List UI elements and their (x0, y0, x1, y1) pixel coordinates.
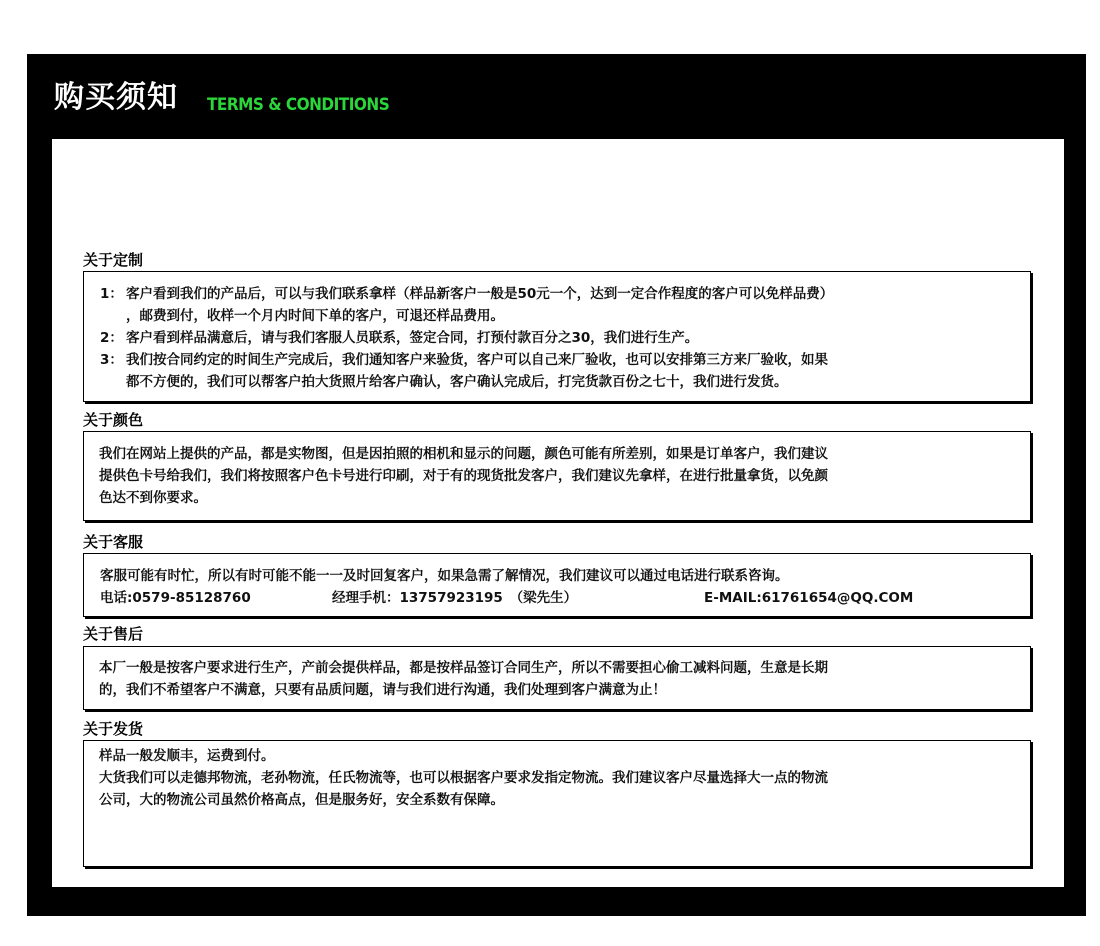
page-title-en: TERMS & CONDITIONS (207, 95, 390, 115)
section-title-shipping: 关于发货 (83, 720, 144, 738)
manager-phone-text: 经理手机：13757923195 （梁先生） (332, 590, 578, 606)
list-item: 1： 客户看到我们的产品后，可以与我们联系拿样（样品新客户一般是50元一个，达到一定合作程度的客户可以免样品费） (100, 286, 834, 302)
text-line: 我们在网站上提供的产品，都是实物图，但是因拍照的相机和显示的问题，颜色可能有所差别，如果是订单客户，我们建议 (99, 446, 828, 462)
section-title-color: 关于颜色 (83, 411, 144, 429)
text-line: 提供色卡号给我们，我们将按照客户色卡号进行印刷，对于有的现货批发客户，我们建议先拿样，在进行批量拿货，以免颜 (99, 468, 828, 484)
text-line: 本厂一般是按客户要求进行生产，产前会提供样品，都是按样品签订合同生产，所以不需要担心偷工减料问题，生意是长期 (99, 660, 828, 676)
list-item: 3： 我们按合同约定的时间生产完成后，我们通知客户来验货，客户可以自己来厂验收，也可以安排第三方来厂验收，如果 (100, 352, 828, 368)
aftersale-box (83, 646, 1031, 710)
list-item: 都不方便的，我们可以帮客户拍大货照片给客户确认，客户确认完成后，打完货款百份之七十，我们进行发货。 (126, 374, 788, 390)
phone-text: 电话:0579-85128760 (100, 590, 251, 606)
list-item: ，邮费到付，收样一个月内时间下单的客户，可退还样品费用。 (126, 308, 504, 324)
list-item: 2： 客户看到样品满意后，请与我们客服人员联系，签定合同，打预付款百分之30，我们进行生产。 (100, 330, 699, 346)
color-box (83, 431, 1031, 521)
service-box (83, 553, 1031, 617)
section-title-service: 关于客服 (83, 533, 144, 551)
contact-row (100, 587, 1020, 609)
text-line: 公司，大的物流公司虽然价格高点，但是服务好，安全系数有保障。 (99, 792, 504, 808)
page-title: 购买须知 (54, 80, 178, 115)
section-title-custom: 关于定制 (83, 251, 144, 269)
section-title-aftersale: 关于售后 (83, 625, 144, 643)
custom-box (83, 271, 1031, 402)
text-line: 的，我们不希望客户不满意，只要有品质问题，请与我们进行沟通，我们处理到客户满意为止！ (99, 682, 666, 698)
shipping-box (83, 740, 1031, 867)
text-line: 客服可能有时忙，所以有时可能不能一一及时回复客户，如果急需了解情况，我们建议可以通过电话进行联系咨询。 (100, 568, 789, 584)
email-text: E-MAIL:61761654@QQ.COM (704, 590, 914, 606)
text-line: 大货我们可以走德邦物流，老孙物流，任氏物流等，也可以根据客户要求发指定物流。我们建议客户尽量选择大一点的物流 (99, 770, 828, 786)
text-line: 样品一般发顺丰，运费到付。 (99, 748, 275, 764)
text-line: 色达不到你要求。 (99, 490, 207, 506)
